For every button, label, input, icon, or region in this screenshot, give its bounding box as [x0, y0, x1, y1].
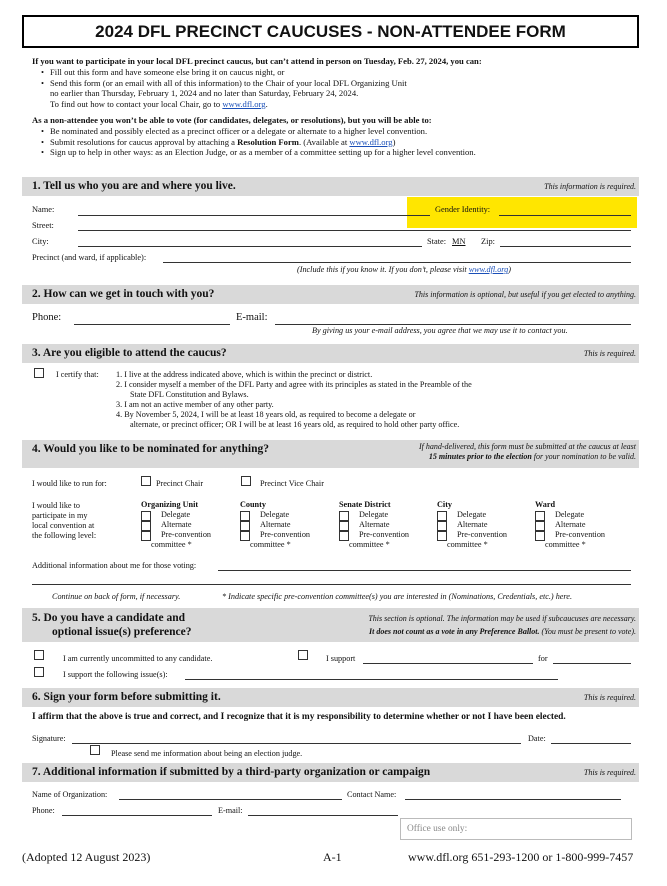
pre-convention-label: Pre-convention	[555, 530, 606, 539]
phone-field[interactable]	[74, 324, 230, 325]
section-5-note-line2: (You must be present to vote).	[539, 627, 636, 636]
intro-can-2: Submit resolutions for caucus approval by attaching a	[50, 136, 235, 147]
affirmation-text: I affirm that the above is true and correct, and I recognize that it is my responsibility to determine whether or not I have been elected.	[32, 712, 566, 722]
level-label	[32, 501, 96, 541]
org-phone-field[interactable]	[62, 815, 212, 816]
section-2-title: 2. How can we get in touch with you?	[32, 288, 215, 300]
alternate-label: Alternate	[359, 520, 390, 529]
pre-convention-label: Pre-convention	[457, 530, 508, 539]
intro-paragraph-1: If you want to participate in your local DFL precinct caucus, but can’t attend in person on Tuesday, Feb. 27, 2024, you can:	[32, 56, 482, 66]
support-issues-checkbox[interactable]	[34, 667, 44, 677]
email-field[interactable]	[275, 324, 631, 325]
section-5-note	[368, 612, 636, 638]
candidate-field[interactable]	[363, 663, 533, 664]
section-5-note-bold: It does not count as a vote in any Preference Ballot.	[369, 627, 540, 636]
date-field[interactable]	[551, 743, 631, 744]
section-6-header	[22, 688, 639, 707]
precinct-chair-checkbox[interactable]	[141, 476, 151, 486]
section-1-title: 1. Tell us who you are and where you live.	[32, 180, 236, 192]
section-4-title: 4. Would you like to be nominated for anything?	[32, 443, 269, 455]
run-for-label: I would like to run for:	[32, 479, 107, 488]
signature-label: Signature:	[32, 734, 66, 743]
intro-can-2-mid: . (Available at	[298, 136, 348, 147]
section-4-note-line1: If hand-delivered, this form must be submitted at the caucus at least	[418, 442, 636, 451]
committee-label: committee *	[545, 540, 586, 549]
certify-item-4b: alternate, or precinct officer; OR I will be at least 16 years old, as required to hold other party office.	[130, 420, 460, 429]
footer-page: A-1	[323, 850, 342, 864]
office-field[interactable]	[553, 663, 631, 664]
contact-name-label: Contact Name:	[347, 790, 397, 799]
alternate-label: Alternate	[555, 520, 586, 529]
certify-item-2b: State DFL Constitution and Bylaws.	[130, 390, 249, 399]
section-1-header	[22, 177, 639, 196]
section-5-title-line1: 5. Do you have a candidate and	[32, 612, 186, 624]
level-column-city	[437, 500, 507, 550]
section-6-note: This is required.	[583, 693, 636, 702]
precinct-note	[297, 265, 511, 275]
signature-field[interactable]	[72, 743, 521, 744]
alternate-label: Alternate	[161, 520, 192, 529]
office-use-label: Office use only:	[407, 824, 468, 834]
election-judge-checkbox[interactable]	[90, 745, 100, 755]
pre-convention-label: Pre-convention	[260, 530, 311, 539]
committee-label: committee *	[447, 540, 488, 549]
section-5-title	[32, 611, 191, 639]
committee-label: committee *	[250, 540, 291, 549]
organization-label: Name of Organization:	[32, 790, 108, 799]
section-2-note: This information is optional, but useful if you get elected to anything.	[414, 290, 636, 299]
section-2-header	[22, 285, 639, 304]
intro-bullet-1: Fill out this form and have someone else bring it on caucus night, or	[50, 66, 285, 77]
section-3-note: This is required.	[583, 349, 636, 358]
additional-info-field-2[interactable]	[32, 584, 631, 585]
section-6-title: 6. Sign your form before submitting it.	[32, 691, 221, 703]
dfl-link-2[interactable]: www.dfl.org	[349, 136, 393, 147]
level-column-organizing-unit	[141, 500, 211, 550]
section-3-header	[22, 344, 639, 363]
city-label: City:	[32, 237, 49, 246]
section-1-note: This information is required.	[544, 182, 636, 191]
section-4-note	[419, 442, 636, 462]
dfl-link[interactable]: www.dfl.org	[222, 99, 266, 110]
support-candidate-checkbox[interactable]	[298, 650, 308, 660]
election-judge-label: Please send me information about being an election judge.	[111, 749, 303, 758]
city-field[interactable]	[78, 246, 422, 247]
date-label: Date:	[528, 734, 546, 743]
certify-list	[116, 370, 536, 430]
delegate-label: Delegate	[457, 510, 487, 519]
intro-bullet-2-contact: To find out how to contact your local Chair, go to	[50, 99, 221, 110]
intro-can-1: Be nominated and possibly elected as a precinct officer or a delegate or alternate to a higher level convention.	[50, 125, 428, 136]
section-4-header	[22, 440, 639, 468]
gender-identity-field[interactable]	[499, 215, 631, 216]
resolution-form-label: Resolution Form	[237, 136, 299, 147]
delegate-label: Delegate	[555, 510, 585, 519]
uncommitted-checkbox[interactable]	[34, 650, 44, 660]
section-5-note-line1: This section is optional. The information may be used if subcaucuses are necessary.	[368, 614, 636, 623]
pre-convention-checkbox[interactable]	[535, 531, 545, 541]
certify-item-3: 3. I am not an active member of any other party.	[116, 400, 274, 409]
intro-bullet-2: Send this form (or an email with all of this information) to the Chair of your local DFL Organizing Unit	[50, 77, 407, 88]
certify-item-4: 4. By November 5, 2024, I will be at least 18 years old, as required to become a delegate or	[116, 410, 416, 419]
form-title: 2024 DFL PRECINCT CAUCUSES - NON-ATTENDEE FORM	[22, 15, 639, 48]
org-phone-label: Phone:	[32, 806, 55, 815]
level-column-county	[240, 500, 310, 550]
certify-item-2: 2. I consider myself a member of the DFL Party and agree with its principles as stated in the Preamble of the	[116, 380, 472, 389]
support-label: I support	[326, 654, 356, 663]
pre-convention-label: Pre-convention	[161, 530, 212, 539]
contact-name-field[interactable]	[405, 799, 621, 800]
for-label: for	[538, 654, 548, 663]
footer-adopted: (Adopted 12 August 2023)	[22, 850, 151, 864]
footer-contact: www.dfl.org 651-293-1200 or 1-800-999-7457	[408, 850, 634, 864]
pre-convention-label: Pre-convention	[359, 530, 410, 539]
zip-field[interactable]	[500, 246, 631, 247]
intro-bullet-2-dates: no earlier than Thursday, February 1, 2024 and no later than Saturday, February 24, 2024.	[50, 88, 359, 99]
certify-label: I certify that:	[56, 370, 99, 379]
delegate-label: Delegate	[161, 510, 191, 519]
level-column-title: City	[437, 500, 453, 509]
alternate-label: Alternate	[260, 520, 291, 529]
precinct-note-close: )	[508, 265, 512, 274]
additional-info-field[interactable]	[218, 570, 631, 571]
intro-can-2-end: )	[392, 136, 396, 147]
intro-block: If you want to participate in your local DFL precinct caucus, but can’t attend in person on Tuesday, Feb. 27, 2024, you can: • Fill out this form and have someone else bring it on caucus night, or • Send this form (or an email with all of this information) to the Chair of your local DFL Organizing Unit no earlier than Thursday, February 1, 2024 and no later than Saturday, February 24, 2024. To find out how to contact your local Chair, go to www.dfl.org. As a non-attendee you won’t be able to vote (for candidates, delegates, or resolutions), but you will be able to: • Be nominated and possibly elected as a precinct officer or a delegate or alternate to a higher level convention. • Submit resolutions for caucus approval by attaching a Resolution Form. (Available at www.dfl.org) • Sign up to help in other ways: as an Election Judge, or as a member of a committee setting up for a higher level convention.	[32, 56, 652, 158]
section-5-header	[22, 608, 639, 642]
committee-label: committee *	[151, 540, 192, 549]
level-column-ward	[535, 500, 605, 550]
gender-identity-label: Gender Identity:	[435, 205, 491, 214]
pre-convention-checkbox[interactable]	[141, 531, 151, 541]
precinct-chair-label: Precinct Chair	[156, 479, 204, 488]
section-7-header	[22, 763, 639, 782]
level-label-3: local convention at	[32, 521, 95, 530]
zip-label: Zip:	[481, 237, 495, 246]
precinct-label: Precinct (and ward, if applicable):	[32, 253, 147, 262]
issues-field[interactable]	[185, 679, 558, 680]
level-column-title: Ward	[535, 500, 556, 509]
state-value[interactable]: MN	[452, 237, 466, 246]
precinct-field[interactable]	[163, 262, 631, 263]
org-email-field[interactable]	[248, 815, 398, 816]
continue-note: Continue on back of form, if necessary.	[52, 592, 181, 601]
section-7-note: This is required.	[583, 768, 636, 777]
alternate-label: Alternate	[457, 520, 488, 529]
pre-convention-checkbox[interactable]	[339, 531, 349, 541]
level-column-title: Organizing Unit	[141, 500, 199, 509]
street-label: Street:	[32, 221, 54, 230]
certify-item-1: 1. I live at the address indicated above, which is within the precinct or district.	[116, 370, 373, 379]
level-column-senate-district	[339, 500, 409, 550]
pre-convention-checkbox[interactable]	[437, 531, 447, 541]
pre-convention-checkbox[interactable]	[240, 531, 250, 541]
phone-label: Phone:	[32, 312, 62, 323]
issues-label: I support the following issue(s):	[63, 670, 168, 679]
dfl-link-3[interactable]: www.dfl.org	[468, 265, 509, 274]
precinct-vice-chair-label: Precinct Vice Chair	[260, 479, 324, 488]
level-label-1: I would like to	[32, 501, 80, 510]
email-consent-note: By giving us your e-mail address, you agree that we may use it to contact you.	[312, 326, 568, 335]
level-label-4: the following level:	[32, 531, 97, 540]
section-7-title: 7. Additional information if submitted by a third-party organization or campaign	[32, 766, 431, 778]
name-label: Name:	[32, 205, 55, 214]
certify-checkbox[interactable]	[34, 368, 44, 378]
intro-can-3: Sign up to help in other ways: as an Election Judge, or as a member of a committee setting up for a higher level convention.	[50, 147, 476, 158]
section-5-title-line2: optional issue(s) preference?	[52, 626, 192, 638]
organization-field[interactable]	[119, 799, 342, 800]
committee-label: committee *	[349, 540, 390, 549]
delegate-label: Delegate	[359, 510, 389, 519]
level-column-title: Senate District	[339, 500, 391, 509]
office-use-box	[400, 818, 632, 840]
intro-paragraph-2: As a non-attendee you won’t be able to vote (for candidates, delegates, or resolutions), but you will be able to:	[32, 114, 432, 125]
precinct-vice-chair-checkbox[interactable]	[241, 476, 251, 486]
additional-info-label: Additional information about me for those voting:	[32, 561, 197, 570]
committee-footnote: * Indicate specific pre-convention committee(s) you are interested in (Nominations, Credentials, etc.) here.	[222, 592, 572, 601]
level-column-title: County	[240, 500, 266, 509]
street-field[interactable]	[78, 230, 631, 231]
name-field[interactable]	[78, 215, 430, 216]
section-4-note-line2: for your nomination to be valid.	[531, 452, 636, 461]
uncommitted-label: I am currently uncommitted to any candidate.	[63, 654, 213, 663]
delegate-label: Delegate	[260, 510, 290, 519]
email-label: E-mail:	[236, 312, 268, 323]
precinct-note-text: (Include this if you know it. If you don’t, please visit	[297, 265, 467, 274]
state-label: State:	[427, 237, 447, 246]
level-label-2: participate in my	[32, 511, 88, 520]
section-4-note-bold: 15 minutes prior to the election	[428, 452, 532, 461]
org-email-label: E-mail:	[218, 806, 243, 815]
section-3-title: 3. Are you eligible to attend the caucus?	[32, 347, 227, 359]
